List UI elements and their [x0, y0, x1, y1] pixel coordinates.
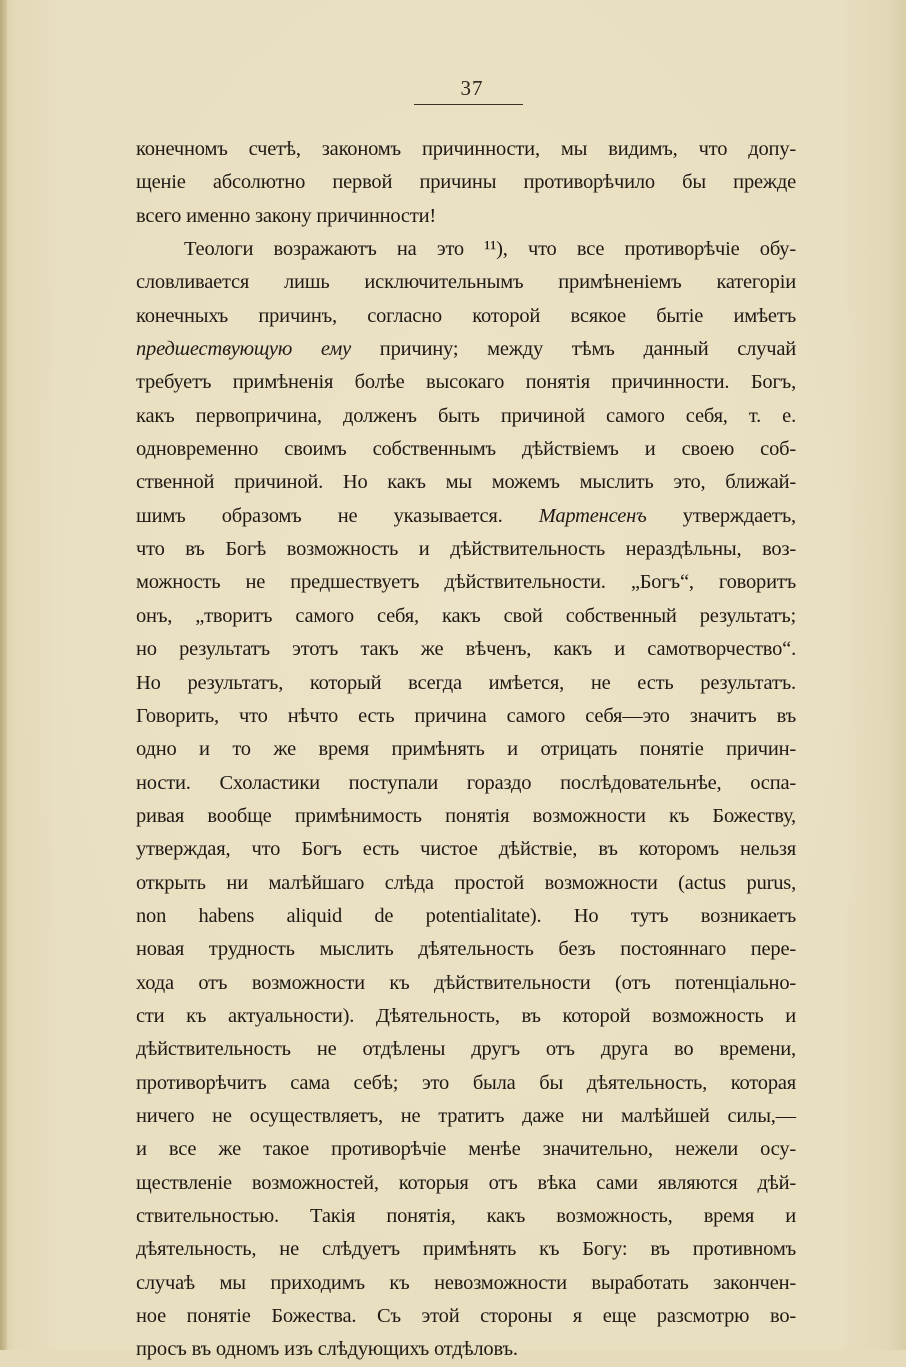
text-line — [136, 800, 796, 833]
text-line — [136, 233, 796, 266]
text-line — [136, 1133, 796, 1166]
text-line — [136, 767, 796, 800]
line-text: одно и то же время примѣнять и отрицать понятіе причин- — [136, 738, 796, 761]
line-text: ности. Схоластики поступали гораздо послѣдовательнѣе, оспа- — [136, 771, 796, 794]
text-line — [136, 333, 796, 366]
text-line — [136, 1333, 796, 1366]
line-text: Говорить, что нѣчто есть причина самого себя—это значитъ въ — [136, 704, 796, 727]
line-text: конечныхъ причинъ, согласно которой всякое бытіе имѣетъ — [136, 304, 796, 327]
line-text: щеніе абсолютно первой причины противорѣчило бы прежде — [136, 171, 796, 194]
text-line — [136, 1067, 796, 1100]
line-text: шимъ образомъ не указывается. — [136, 504, 503, 527]
text-line — [136, 1200, 796, 1233]
line-text: ное понятіе Божества. Съ этой стороны я еще разсмотрю во- — [136, 1305, 796, 1328]
text-line — [136, 400, 796, 433]
page-number: 37 — [460, 76, 484, 100]
line-text: дѣйствительность не отдѣлены другъ отъ друга во времени, — [136, 1038, 796, 1061]
italic-phrase: предшествующую ему — [136, 338, 352, 361]
text-line — [136, 500, 796, 533]
line-text: открыть ни малѣйшаго слѣда простой возможности (actus purus, — [136, 871, 796, 894]
text-line — [136, 600, 796, 633]
line-text: но результатъ этотъ такъ же вѣченъ, какъ и самотворчество“. — [136, 638, 796, 661]
text-line — [136, 300, 796, 333]
line-text: просъ въ одномъ изъ слѣдующихъ отдѣловъ. — [136, 1338, 518, 1361]
text-line — [136, 700, 796, 733]
text-line — [136, 200, 796, 233]
line-text: Но результатъ, который всегда имѣется, не есть результатъ. — [136, 671, 796, 694]
text-line — [136, 1300, 796, 1333]
line-text: всего именно закону причинности! — [136, 204, 436, 227]
line-text: сти къ актуальности). Дѣятельность, въ которой возможность и — [136, 1004, 796, 1027]
text-line — [136, 867, 796, 900]
italic-name: Мартенсенъ — [538, 504, 647, 527]
line-text: требуетъ примѣненія болѣе высокаго понятія причинности. Богъ, — [136, 371, 796, 394]
line-text-after: утверждаетъ, — [646, 504, 796, 527]
text-line — [136, 967, 796, 1000]
line-text: противорѣчитъ сама себѣ; это была бы дѣятельность, которая — [136, 1071, 796, 1094]
line-text: хода отъ возможности къ дѣйствительности (отъ потенціально- — [136, 971, 796, 994]
line-text: ривая вообще примѣнимость понятія возможности къ Божеству, — [136, 804, 796, 827]
text-line — [136, 366, 796, 399]
line-text: словливается лишь исключительнымъ примѣненіемъ категоріи — [136, 271, 796, 294]
line-text: Теологи возражаютъ на это ¹¹), что все противорѣчіе обу- — [184, 238, 796, 261]
line-text: и все же такое противорѣчіе менѣе значительно, нежели осу- — [136, 1138, 796, 1161]
text-line — [136, 1000, 796, 1033]
text-line — [136, 1233, 796, 1266]
text-line — [136, 833, 796, 866]
text-line — [136, 933, 796, 966]
line-text: можность не предшествуетъ дѣйствительности. „Богъ“, говоритъ — [136, 571, 796, 594]
line-text: конечномъ счетѣ, закономъ причинности, мы видимъ, что допу- — [136, 138, 796, 160]
line-text: ствительностью. Такія понятія, какъ возможность, время и — [136, 1205, 796, 1227]
text-line — [136, 667, 796, 700]
line-text: non habens aliquid de potentialitate). Но тутъ возникаетъ — [136, 904, 796, 927]
line-text: ничего не осуществляетъ, не тратитъ даже ни малѣйшей силы,— — [136, 1104, 796, 1127]
text-line — [136, 466, 796, 499]
text-line — [136, 133, 796, 166]
body-text — [136, 133, 796, 1367]
line-text: онъ, „творитъ самого себя, какъ свой собственный результатъ; — [136, 604, 796, 627]
line-text: одновременно своимъ собственнымъ дѣйствіемъ и своею соб- — [136, 438, 796, 461]
text-line — [136, 1033, 796, 1066]
binding-edge — [0, 0, 7, 1350]
text-line — [136, 1167, 796, 1200]
line-text: ственной причиной. Но какъ мы можемъ мыслить это, ближай- — [136, 471, 796, 494]
line-text: причину; между тѣмъ данный случай — [351, 338, 796, 361]
text-line — [136, 733, 796, 766]
line-text: случаѣ мы приходимъ къ невозможности выработать закончен- — [136, 1271, 796, 1294]
text-line — [136, 266, 796, 299]
text-line — [136, 1267, 796, 1300]
text-line — [136, 566, 796, 599]
line-text: что въ Богѣ возможность и дѣйствительность нераздѣльны, воз- — [136, 538, 796, 561]
line-text: дѣятельность, не слѣдуетъ примѣнять къ Богу: въ противномъ — [136, 1238, 796, 1261]
text-line — [136, 633, 796, 666]
text-line — [136, 533, 796, 566]
line-text: какъ первопричина, долженъ быть причиной самого себя, т. е. — [136, 404, 796, 427]
line-text: новая трудность мыслить дѣятельность безъ постояннаго пере- — [136, 938, 796, 961]
line-text: ществленіе возможностей, которыя отъ вѣка сами являются дѣй- — [136, 1171, 796, 1194]
text-line — [136, 900, 796, 933]
text-line — [136, 166, 796, 199]
line-text: утверждая, что Богъ есть чистое дѣйствіе, въ которомъ нельзя — [136, 838, 796, 861]
page-number-rule — [414, 104, 523, 105]
text-line — [136, 1100, 796, 1133]
text-line — [136, 433, 796, 466]
